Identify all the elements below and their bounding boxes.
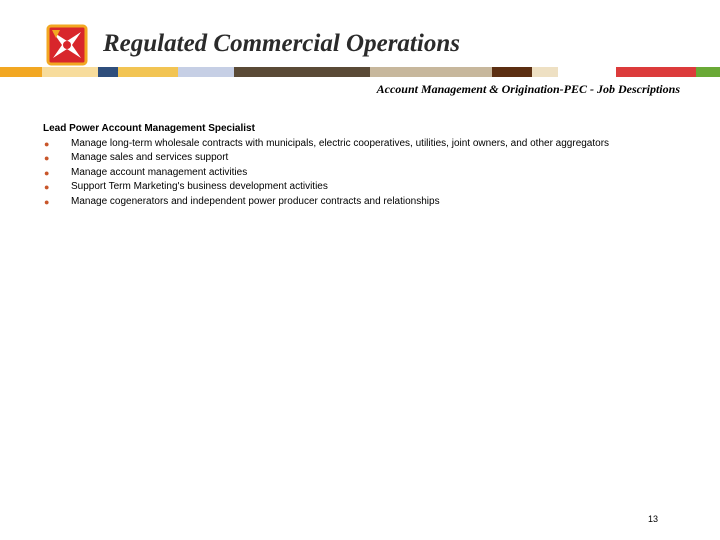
list-item-text: Manage account management activities [71, 166, 248, 178]
stripe-segment [696, 67, 720, 77]
stripe-segment [98, 67, 118, 77]
list-item [43, 166, 683, 181]
responsibility-list [43, 137, 683, 210]
stripe-segment [370, 67, 492, 77]
stripe-segment [492, 67, 532, 77]
stripe-segment [118, 67, 178, 77]
list-item [43, 195, 683, 210]
bullet-icon: ● [44, 196, 50, 207]
job-description [43, 122, 683, 209]
stripe-segment [178, 67, 234, 77]
stripe-segment [0, 67, 42, 77]
job-title-heading: Lead Power Account Management Specialist [43, 123, 255, 134]
company-logo [46, 24, 88, 66]
list-item-text: Manage cogenerators and independent power producer contracts and relationships [71, 195, 440, 207]
stripe-segment [234, 67, 370, 77]
page-number: 13 [648, 514, 659, 524]
bullet-icon: ● [44, 153, 50, 163]
bullet-icon: ● [44, 167, 50, 178]
list-item [43, 137, 683, 152]
list-item [43, 180, 683, 195]
list-item [43, 151, 683, 166]
bullet-icon: ● [44, 182, 50, 192]
stripe-segment [532, 67, 558, 77]
page-title: Regulated Commercial Operations [103, 30, 460, 57]
bullet-icon: ● [44, 138, 50, 149]
list-item-text: Support Term Marketing's business development activities [71, 181, 328, 192]
stripe-segment [42, 67, 98, 77]
page-subtitle: Account Management & Origination-PEC - Job Descriptions [376, 82, 680, 96]
stripe-segment [558, 67, 616, 77]
stripe-segment [616, 67, 696, 77]
color-stripe-divider [0, 67, 720, 77]
list-item-text: Manage sales and services support [71, 152, 229, 163]
list-item-text: Manage long-term wholesale contracts with municipals, electric cooperatives, utilities, joint owners, and other aggregators [71, 137, 610, 149]
